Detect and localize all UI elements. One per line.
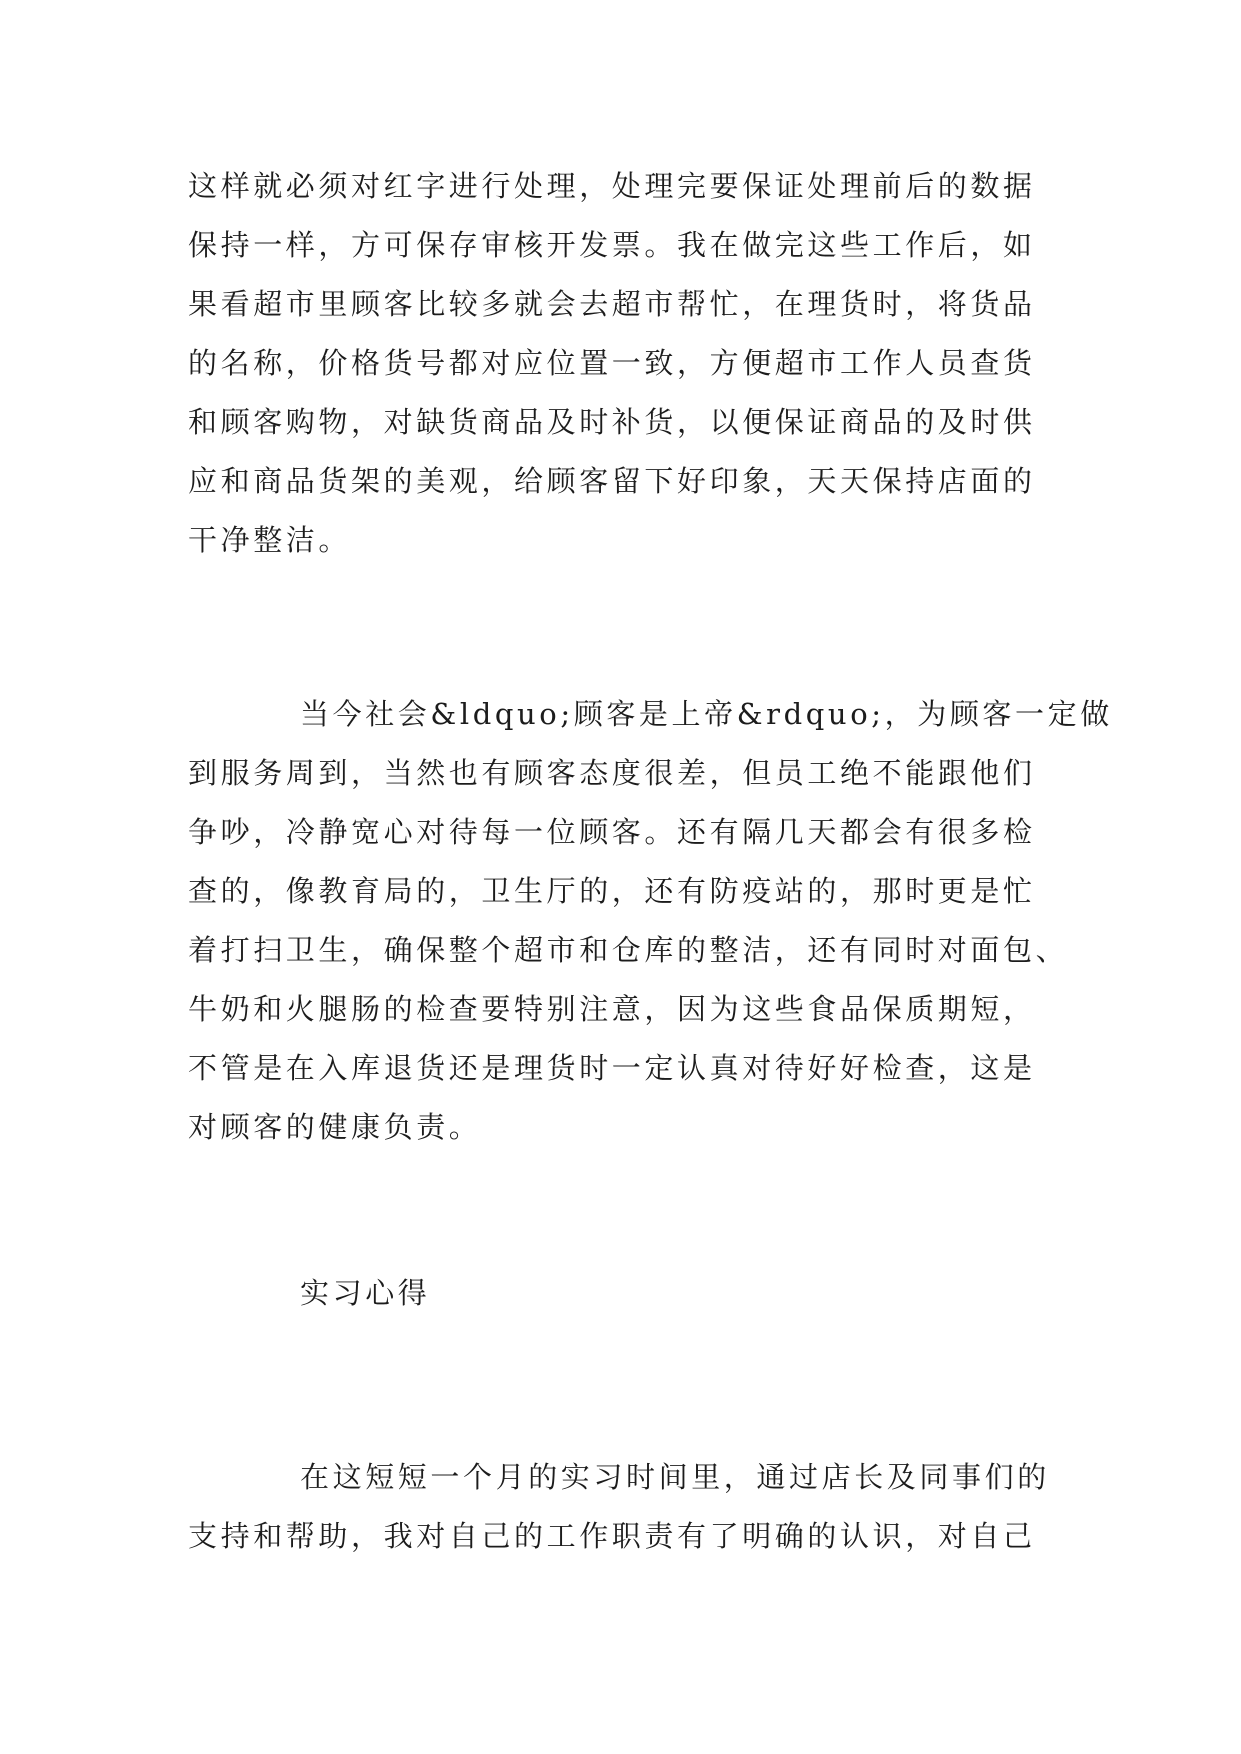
text-line: 查的，像教育局的，卫生厅的，还有防疫站的，那时更是忙 bbox=[188, 874, 1036, 908]
text-line: 应和商品货架的美观，给顾客留下好印象，天天保持店面的 bbox=[188, 464, 1036, 498]
body-paragraph bbox=[188, 157, 1058, 570]
body-paragraph bbox=[188, 1448, 1058, 1566]
section-heading bbox=[188, 1264, 1058, 1323]
text-line: 果看超市里顾客比较多就会去超市帮忙，在理货时，将货品 bbox=[188, 287, 1036, 321]
text-line: 牛奶和火腿肠的检查要特别注意，因为这些食品保质期短， bbox=[188, 992, 1036, 1026]
text-line: 干净整洁。 bbox=[188, 523, 352, 557]
text-line: 着打扫卫生，确保整个超市和仓库的整洁，还有同时对面包、 bbox=[188, 933, 1069, 967]
text-line: 不管是在入库退货还是理货时一定认真对待好好检查，这是 bbox=[188, 1051, 1036, 1085]
text-line: 在这短短一个月的实习时间里，通过店长及同事们的 bbox=[300, 1460, 1050, 1494]
text-line: 保持一样，方可保存审核开发票。我在做完这些工作后，如 bbox=[188, 228, 1036, 262]
text-line: 争吵，冷静宽心对待每一位顾客。还有隔几天都会有很多检 bbox=[188, 815, 1036, 849]
text-line: 的名称，价格货号都对应位置一致，方便超市工作人员查货 bbox=[188, 346, 1036, 380]
text-line: 这样就必须对红字进行处理，处理完要保证处理前后的数据 bbox=[188, 169, 1036, 203]
body-paragraph bbox=[188, 685, 1113, 1157]
text-line: 实习心得 bbox=[300, 1276, 431, 1310]
text-line: 当今社会&ldquo;顾客是上帝&rdquo;，为顾客一定做 bbox=[300, 697, 1113, 731]
text-line: 支持和帮助，我对自己的工作职责有了明确的认识，对自己 bbox=[188, 1519, 1036, 1553]
text-line: 到服务周到，当然也有顾客态度很差，但员工绝不能跟他们 bbox=[188, 756, 1036, 790]
text-line: 对顾客的健康负责。 bbox=[188, 1110, 482, 1144]
text-line: 和顾客购物，对缺货商品及时补货，以便保证商品的及时供 bbox=[188, 405, 1036, 439]
